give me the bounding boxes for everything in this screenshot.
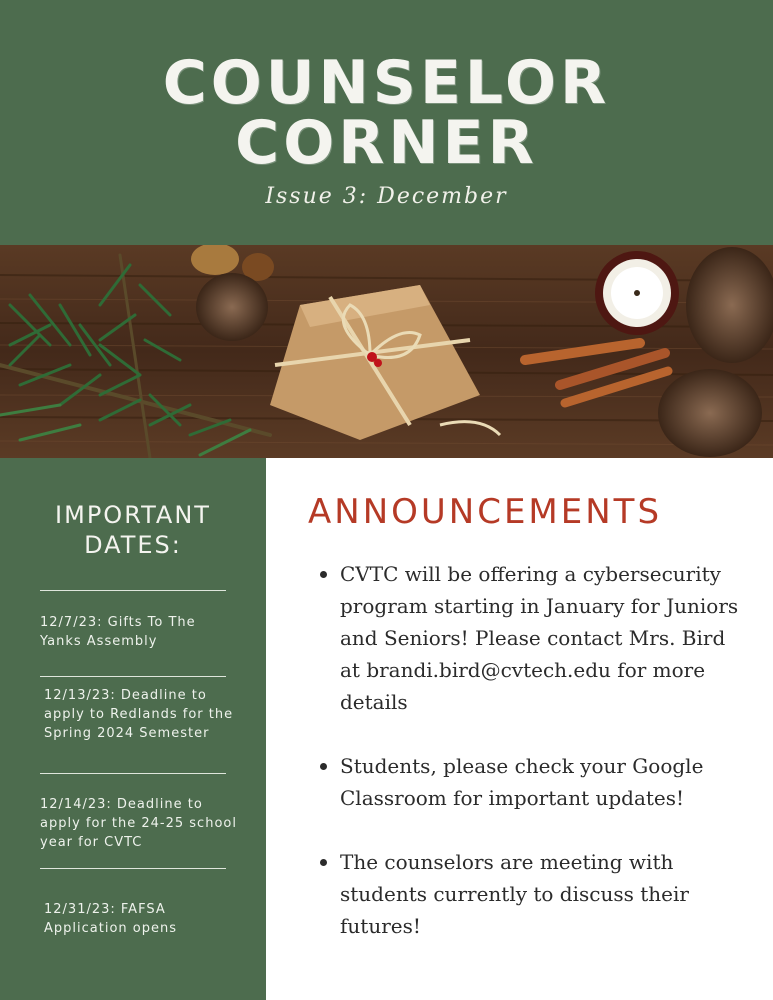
- important-dates-heading: [20, 500, 246, 560]
- announcement-item: [320, 750, 740, 814]
- announcement-text: Students, please check your Google Classroom for important updates!: [340, 754, 704, 810]
- title-line-1: COUNSELOR: [162, 48, 611, 118]
- announcement-text: CVTC will be offering a cybersecurity program starting in January for Juniors and Seniors! Please contact Mrs. Bird at brandi.bird@cvtech.edu for more details: [340, 562, 739, 714]
- announcements-section: [266, 458, 773, 1000]
- announcement-text: The counselors are meeting with students currently to discuss their futures!: [340, 850, 689, 938]
- issue-subtitle: Issue 3: December: [265, 184, 508, 209]
- date-item: 12/14/23: Deadline to apply for the 24-25 school year for CVTC: [40, 797, 237, 850]
- announcements-heading: ANNOUNCEMENTS: [308, 492, 663, 532]
- announcement-item: [320, 846, 740, 942]
- date-item: 12/31/23: FAFSA Application opens: [44, 902, 177, 936]
- announcement-item: [320, 558, 740, 718]
- banner-illustration: [0, 245, 773, 458]
- divider: [40, 868, 226, 869]
- dates-heading-line-1: IMPORTANT: [55, 501, 211, 529]
- header-section: [0, 0, 773, 245]
- divider: [40, 590, 226, 591]
- announcements-list: [320, 558, 740, 974]
- divider: [40, 676, 226, 677]
- holiday-banner-image: [0, 245, 773, 458]
- important-dates-sidebar: [0, 458, 266, 1000]
- dates-heading-line-2: DATES:: [84, 531, 182, 559]
- bullet-icon: [320, 571, 327, 578]
- candle-icon: [595, 251, 679, 335]
- title-line-2: CORNER: [235, 108, 538, 178]
- date-item: 12/13/23: Deadline to apply to Redlands for the Spring 2024 Semester: [44, 688, 234, 741]
- date-item: 12/7/23: Gifts To The Yanks Assembly: [40, 615, 196, 649]
- bullet-icon: [320, 859, 327, 866]
- bullet-icon: [320, 763, 327, 770]
- divider: [40, 773, 226, 774]
